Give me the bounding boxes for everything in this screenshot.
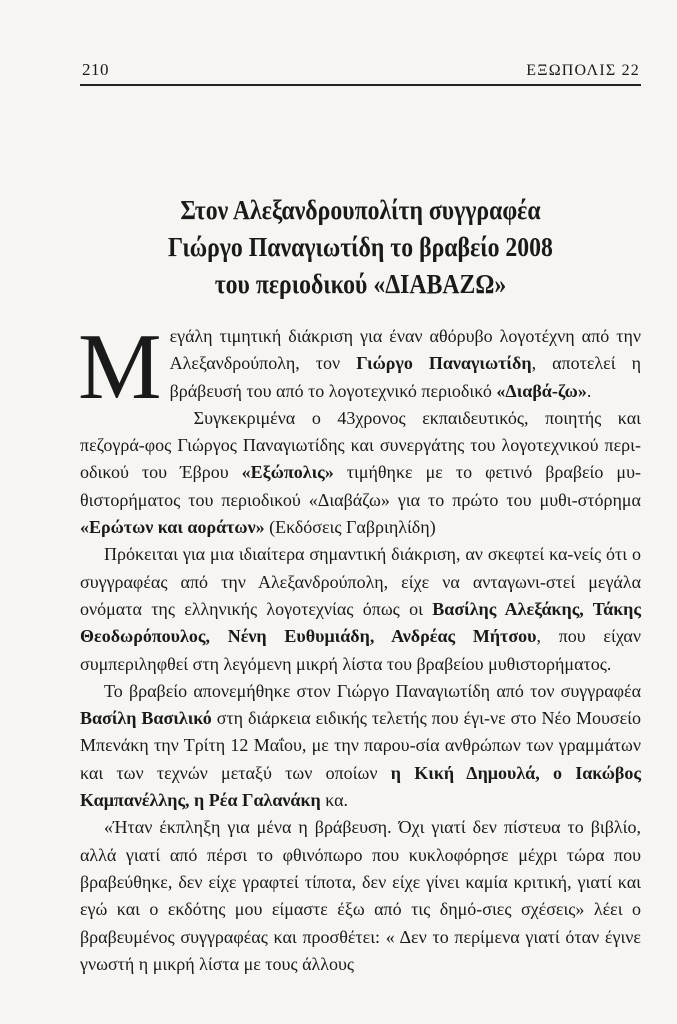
paragraph-5-text: «Ήταν έκπληξη για μένα η βράβευση. Όχι γιατί δεν πίστευα το βιβλίο, αλλά γιατί από πέρσι το φθινόπωρο που κυκλοφόρησε μέχρι τώρα που βραβεύθηκε, δεν είχε γραφτεί τίποτα, δεν είχε γίνει καμία κριτική, γιατί και εγώ και ο εκδότης μου είμαστε έξω από τις δημό-σιες σχέσεις» λέει ο βραβευμένος συγγραφέας και προσθέτει: « Δεν το περίμενα γιατί όταν έγινε γνωστή η μικρή λίστα με τους άλλους — [80, 817, 641, 974]
novel-title: «Ερώτων και αοράτων» — [80, 517, 265, 538]
paragraph-1-text: , αποτελεί η βράβευσή του από το λογοτεχνικό περιοδικό — [169, 353, 642, 401]
presenter-name: Βασίλη Βασιλικό — [80, 708, 212, 729]
title-line-1: Στον Αλεξανδρουπολίτη συγγραφέα — [180, 195, 541, 225]
paragraph-1 — [78, 315, 642, 419]
paragraph-2-text: (Εκδόσεις Γαβριηλίδη) — [264, 517, 436, 538]
title-line-2: Γιώργο Παναγιωτίδη το βραβείο 2008 — [168, 232, 553, 262]
author-name: Γιώργο Παναγιωτίδη — [356, 353, 532, 374]
paragraph-4-text: στη διάρκεια ειδικής τελετής που έγι-νε στο Νέο Μουσείο Μπενάκη την Τρίτη 12 Μαΐου, με την παρου-σία ανθρώπων των γραμμάτων και των τεχνών μεταξύ των οποίων — [80, 708, 642, 783]
page-number: 210 — [82, 60, 109, 79]
journal-name: «Εξώπολις» — [241, 462, 334, 483]
header-rule — [80, 84, 641, 86]
article-body — [78, 315, 642, 978]
title-line-3: του περιοδικού «ΔΙΑΒΑΖΩ» — [214, 269, 507, 299]
paragraph-4 — [80, 678, 641, 814]
paragraph-2 — [80, 405, 641, 541]
running-head: ΕΞΩΠΟΛΙΣ 22 — [526, 62, 640, 79]
paragraph-4-text: κα. — [320, 790, 349, 811]
drop-cap: Μ — [78, 315, 162, 419]
article-title — [114, 192, 608, 303]
guest-names: η Κική Δημουλά, ο Ιακώβος Καμπανέλλης, η Ρέα Γαλανάκη — [80, 762, 641, 811]
paragraph-3 — [80, 541, 641, 677]
paragraph-1-text: . — [586, 380, 592, 401]
paragraph-5 — [80, 814, 641, 978]
paragraph-3-text: Πρόκειται για μια ιδιαίτερα σημαντική διάκριση, αν σκεφτεί κα-νείς ότι ο συγγραφέας από την Αλεξανδρούπολη, είχε να ανταγωνι-στεί μεγάλα ονόματα της ελληνικής λογοτεχνίας όπως οι — [80, 544, 641, 619]
paragraph-2-text: τιμήθηκε με το φετινό βραβείο μυ-θιστορήματος του περιοδικού «Διαβάζω» για το πρώτο του μυθι-στόρημα — [80, 462, 641, 510]
paragraph-4-text: Το βραβείο απονεμήθηκε στον Γιώργο Παναγιωτίδη από τον συγγραφέα — [104, 680, 641, 701]
paragraph-3-text: , που είχαν συμπεριληφθεί στη λεγόμενη μικρή λίστα του βραβείου μυθιστορήματος. — [80, 626, 641, 674]
shortlist-names: Βασίλης Αλεξάκης, Τάκης Θεοδωρόπουλος, Νένη Ευθυμιάδη, Ανδρέας Μήτσου — [80, 598, 641, 647]
paragraph-1-text: εγάλη τιμητική διάκριση για έναν αθόρυβο λογοτέχνη από την Αλεξανδρούπολη, τον — [169, 326, 641, 374]
magazine-name: «Διαβά-ζω» — [496, 380, 587, 401]
paragraph-2-text: Συγκεκριμένα ο 43χρονος εκπαιδευτικός, ποιητής και πεζογρά-φος Γιώργος Παναγιωτίδης και συνεργάτης του λογοτεχνικού περι-οδικού του Έβρου — [80, 407, 641, 483]
